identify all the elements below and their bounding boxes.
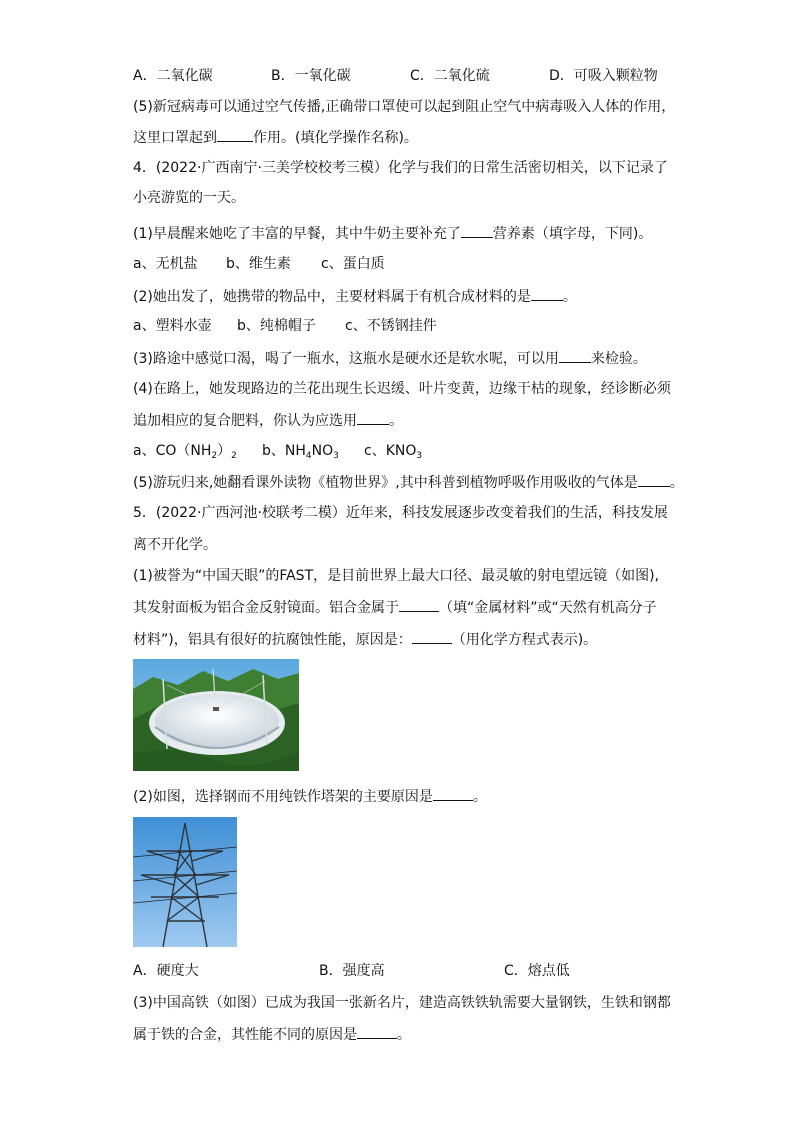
q5-part3-text: 属于铁的合金，其性能不同的原因是	[133, 1027, 357, 1043]
steel-tower-illustration	[133, 817, 237, 947]
q4-part2-option-a: a、塑料水壶	[133, 318, 212, 334]
q4-part2-option-b: b、纯棉帽子	[237, 318, 316, 334]
q4-part1-option-a: a、无机盐	[133, 256, 198, 272]
q3-choice-c: C．二氧化硫	[410, 68, 490, 84]
q4-part4-option-a	[133, 441, 237, 466]
q5-part2-text: (2)如图，选择钢而不用纯铁作塔架的主要原因是	[133, 789, 433, 805]
answer-blank[interactable]	[357, 1024, 397, 1039]
q5-part1-text: （填“金属材料”或“天然有机高分子	[439, 600, 657, 616]
answer-blank[interactable]	[433, 786, 473, 801]
q4-part2-option-c: c、不锈钢挂件	[345, 318, 437, 334]
q5-part2-text: 。	[472, 789, 487, 805]
q4-part2-text: (2)她出发了，她携带的物品中，主要材料属于有机合成材料的是	[133, 289, 531, 305]
q5-part3-line2	[133, 1024, 411, 1045]
answer-blank[interactable]	[559, 348, 591, 363]
q4-part3-text: (3)路途中感觉口渴，喝了一瓶水，这瓶水是硬水还是软水呢，可以用	[133, 351, 559, 367]
q5-part3-line1: (3)中国高铁（如图）已成为我国一张新名片，建造高铁铁轨需要大量钢铁，生铁和钢都	[133, 995, 671, 1011]
q4-part2-text: 。	[562, 289, 577, 305]
formula-text: ）	[217, 443, 232, 459]
q4-part1	[133, 223, 652, 244]
q4-part1-text: (1)早晨醒来她吃了丰富的早餐，其中牛奶主要补充了	[133, 226, 461, 242]
q4-part1-option-c: c、蛋白质	[321, 256, 385, 272]
formula-subscript: 3	[416, 451, 423, 461]
q4-part4-line2	[133, 410, 403, 431]
q5-part1-line1: (1)被誉为“中国天眼”的FAST，是目前世界上最大口径、最灵敏的射电望远镜（如图),	[133, 568, 660, 584]
q5-part1-text: （用化学方程式表示)。	[451, 632, 598, 648]
answer-blank[interactable]	[531, 286, 563, 301]
answer-blank[interactable]	[412, 629, 452, 644]
q5-part2	[133, 786, 487, 807]
steel-tower-image	[133, 817, 237, 947]
fast-telescope-illustration	[133, 659, 299, 771]
q5-part1-line3	[133, 629, 597, 650]
q5-part2-option-b: B．强度高	[319, 963, 385, 979]
q3-5-line1: (5)新冠病毒可以通过空气传播,正确带口罩使可以起到阻止空气中病毒吸入人体的作用，	[133, 99, 676, 115]
q5-part1-text: 其发射面板为铝合金反射镜面。铝合金属于	[133, 600, 399, 616]
q4-part2	[133, 286, 577, 307]
q5-part1-line2	[133, 597, 657, 618]
q4-part4-text: 追加相应的复合肥料，你认为应选用	[133, 413, 357, 429]
formula-subscript: 4	[305, 451, 312, 461]
q4-header-line2: 小亮游览的一天。	[133, 190, 245, 206]
q3-5-text: 作用。(填化学操作名称)。	[253, 130, 418, 146]
formula-text: c、KNO	[364, 443, 417, 459]
formula-text: NO	[311, 443, 334, 459]
q5-header-line2: 离不开化学。	[133, 537, 217, 553]
q5-part3-text: 。	[397, 1027, 411, 1043]
q4-part5-text: (5)游玩归来,她翻看课外读物《植物世界》,其中科普到植物呼吸作用吸收的气体是	[133, 475, 638, 491]
answer-blank[interactable]	[638, 472, 670, 487]
formula-subscript: 2	[231, 451, 237, 461]
formula-subscript: 3	[333, 451, 339, 461]
fast-telescope-image	[133, 659, 299, 771]
q4-part4-option-b	[262, 441, 339, 466]
q3-choice-b: B．一氧化碳	[271, 68, 351, 84]
q4-part3-text: 来检验。	[590, 351, 647, 367]
q4-part5-text: 。	[669, 475, 684, 491]
q4-part4-text: 。	[389, 413, 403, 429]
q3-5-text: 这里口罩起到	[133, 130, 217, 146]
q3-choice-d: D．可吸入颗粒物	[549, 68, 658, 84]
q4-header-line1: 4．(2022·广西南宁·三美学校校考三模）化学与我们的日常生活密切相关，以下记录了	[133, 160, 668, 176]
answer-blank[interactable]	[399, 597, 439, 612]
formula-text: b、NH	[262, 443, 306, 459]
q5-part2-option-c: C．熔点低	[504, 963, 570, 979]
q3-5-line2	[133, 127, 418, 148]
q5-part2-option-a: A．硬度大	[133, 963, 199, 979]
q3-choice-a: A．二氧化碳	[133, 68, 213, 84]
q4-part5	[133, 472, 684, 493]
formula-subscript: 2	[211, 451, 218, 461]
answer-blank[interactable]	[357, 410, 389, 425]
q4-part4-line1: (4)在路上，她发现路边的兰花出现生长迟缓、叶片变黄，边缘干枯的现象，经诊断必须	[133, 381, 671, 397]
answer-blank[interactable]	[461, 223, 493, 238]
q5-part1-text: 材料”)，铝具有很好的抗腐蚀性能，原因是：	[133, 632, 412, 648]
q4-part1-text: 营养素（填字母，下同)。	[492, 226, 653, 242]
q4-part1-option-b: b、维生素	[226, 256, 291, 272]
formula-text: a、CO（NH	[133, 443, 212, 459]
q4-part4-option-c	[364, 441, 422, 466]
q4-part3	[133, 348, 647, 369]
q5-header-line1: 5．(2022·广西河池·校联考二模）近年来，科技发展逐步改变着我们的生活，科技发展	[133, 505, 668, 521]
answer-blank[interactable]	[217, 127, 253, 142]
